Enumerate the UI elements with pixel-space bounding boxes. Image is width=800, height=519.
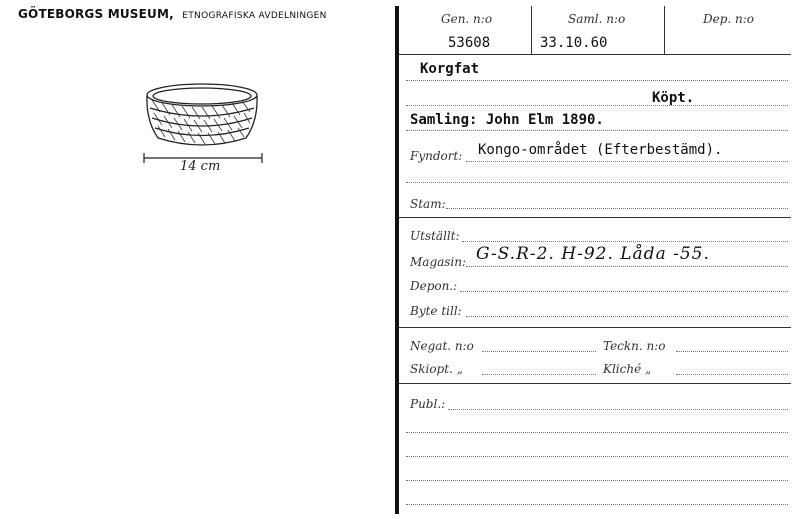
museum-department: ETNOGRAFISKA AVDELNINGEN [182, 11, 327, 21]
publ-label: Publ.: [410, 397, 446, 411]
saml-date-value: 33.10.60 [540, 35, 608, 51]
publ-line-1 [448, 409, 788, 410]
byte-label: Byte till: [410, 304, 462, 318]
stam-line [446, 208, 788, 209]
section-rule-1 [399, 217, 791, 218]
section-rule-2 [399, 327, 791, 328]
teckn-label: Teckn. n:o [603, 339, 666, 353]
fyndort-line-2 [406, 182, 788, 183]
teckn-line [676, 351, 788, 352]
collection-value: Samling: John Elm 1890. [410, 112, 604, 128]
negat-line [482, 351, 596, 352]
skiopt-line [482, 374, 596, 375]
header-row-rule [399, 54, 791, 55]
magasin-line [466, 266, 788, 267]
depon-line [460, 291, 788, 292]
gen-number-label: Gen. n:o [441, 12, 493, 26]
depon-label: Depon.: [410, 279, 458, 293]
museum-header [18, 7, 327, 21]
dep-number-label: Dep. n:o [703, 12, 755, 26]
object-name-line [406, 80, 788, 81]
publ-line-3 [406, 456, 788, 457]
utstallt-line [462, 241, 788, 242]
magasin-label: Magasin: [410, 255, 467, 269]
acquisition-line [406, 105, 788, 106]
byte-line [466, 316, 788, 317]
cell-divider-2 [664, 6, 665, 54]
collection-line [406, 130, 788, 131]
negat-label: Negat. n:o [410, 339, 474, 353]
gen-number-value: 53608 [448, 35, 491, 51]
publ-line-5 [406, 504, 788, 505]
stam-label: Stam: [410, 197, 446, 211]
section-rule-3 [399, 383, 791, 384]
publ-line-2 [406, 432, 788, 433]
scale-label: 14 cm [180, 159, 221, 174]
card-left-border [395, 6, 399, 514]
magasin-value: G-S.R-2. H-92. Låda -55. [476, 244, 710, 264]
acquisition-note: Köpt. [652, 90, 695, 106]
saml-number-label: Saml. n:o [568, 12, 626, 26]
fyndort-label: Fyndort: [410, 149, 463, 163]
cell-divider-1 [531, 6, 532, 54]
fyndort-line [466, 161, 788, 162]
publ-line-4 [406, 480, 788, 481]
object-name: Korgfat [420, 61, 480, 77]
kliche-label: Kliché „ [603, 362, 652, 376]
museum-title: GÖTEBORGS MUSEUM, [18, 7, 174, 21]
utstallt-label: Utställt: [410, 229, 460, 243]
kliche-line [676, 374, 788, 375]
basket-sketch [138, 76, 268, 176]
skiopt-label: Skiopt. „ [410, 362, 463, 376]
fyndort-value: Kongo-området (Efterbestämd). [478, 142, 723, 158]
